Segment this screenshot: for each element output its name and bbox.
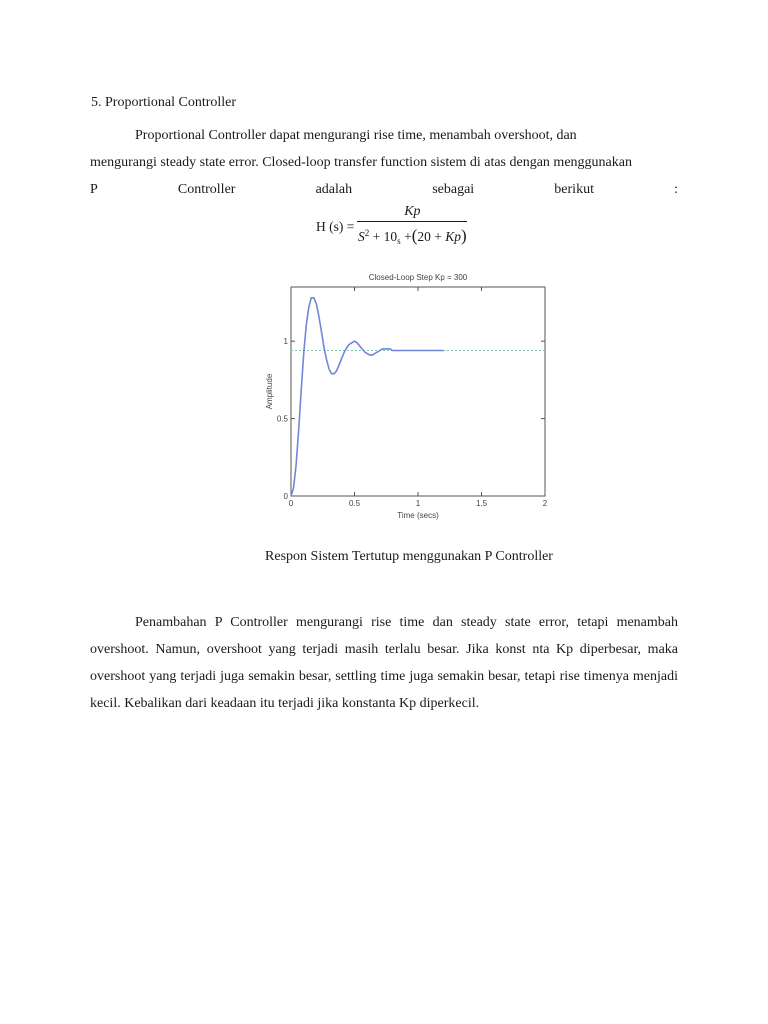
intro-line-1-text: Proportional Controller dapat mengurangi rise time, menambah overshoot, dan [135,128,577,143]
paragraph-intro-line-3 [90,176,678,203]
transfer-function-formula [316,206,467,248]
formula-fraction [357,203,467,251]
y-tick-label: 0.5 [276,414,288,424]
step-response-chart [254,268,558,524]
x-axis-label: Time (secs) [397,511,439,520]
den-plus-2: + [400,229,412,244]
intro-word: Controller [177,182,236,197]
formula-lhs: H (s) = [316,219,355,234]
y-axis-label: Amplitude [265,373,274,410]
den-kp: Kp [445,229,461,244]
x-tick-label: 1 [415,499,421,508]
y-tick-label: 0 [283,492,288,501]
intro-word: sebagai [432,182,475,197]
den-close-paren: ) [461,226,467,245]
chart-title: Closed-Loop Step Kp = 300 [368,273,468,282]
x-tick-label: 1.5 [475,499,488,508]
den-sub-s: s [397,236,401,246]
den-ten: 10 [383,229,398,244]
x-tick-label: 0.5 [348,499,361,508]
paragraph-discussion-text: Penambahan P Controller mengurangi rise time dan steady state error, tetapi menambah overshoot. Namun, overshoot yang terjadi masih terlalu besar. Jika konst nta Kp diperbesar, maka overshoot yang terjadi juga semakin besar, settling time juga semakin besar, tetapi rise timenya menjadi kecil. Kebalikan dari keadaan itu terjadi jika konstanta Kp diperkecil. [90,615,678,711]
intro-word: berikut [554,182,594,197]
x-tick-label: 0 [288,499,294,508]
y-tick-label: 1 [283,337,288,347]
den-plus-1: + [369,229,384,244]
section-heading: 5. Proportional Controller [91,95,237,110]
paragraph-intro [90,122,678,203]
formula-numerator: Kp [357,203,467,222]
paragraph-intro-line-2: mengurangi steady state error. Closed-loop transfer function sistem di atas dengan menggunakan [90,155,632,170]
step-response-figure [254,268,558,524]
intro-word: adalah [315,182,353,197]
den-open-paren: ( [411,226,418,245]
x-tick-label: 2 [542,499,548,508]
intro-word: P [90,182,98,197]
formula-denominator [358,222,467,251]
intro-word: : [674,182,678,197]
plot-area [291,287,545,496]
den-s: S [358,229,365,244]
den-twenty: 20 + [417,229,446,244]
paragraph-discussion [90,609,678,717]
figure-caption: Respon Sistem Tertutup menggunakan P Controller [265,549,553,564]
paragraph-intro-line-1 [90,122,678,149]
den-square: 2 [364,228,370,238]
